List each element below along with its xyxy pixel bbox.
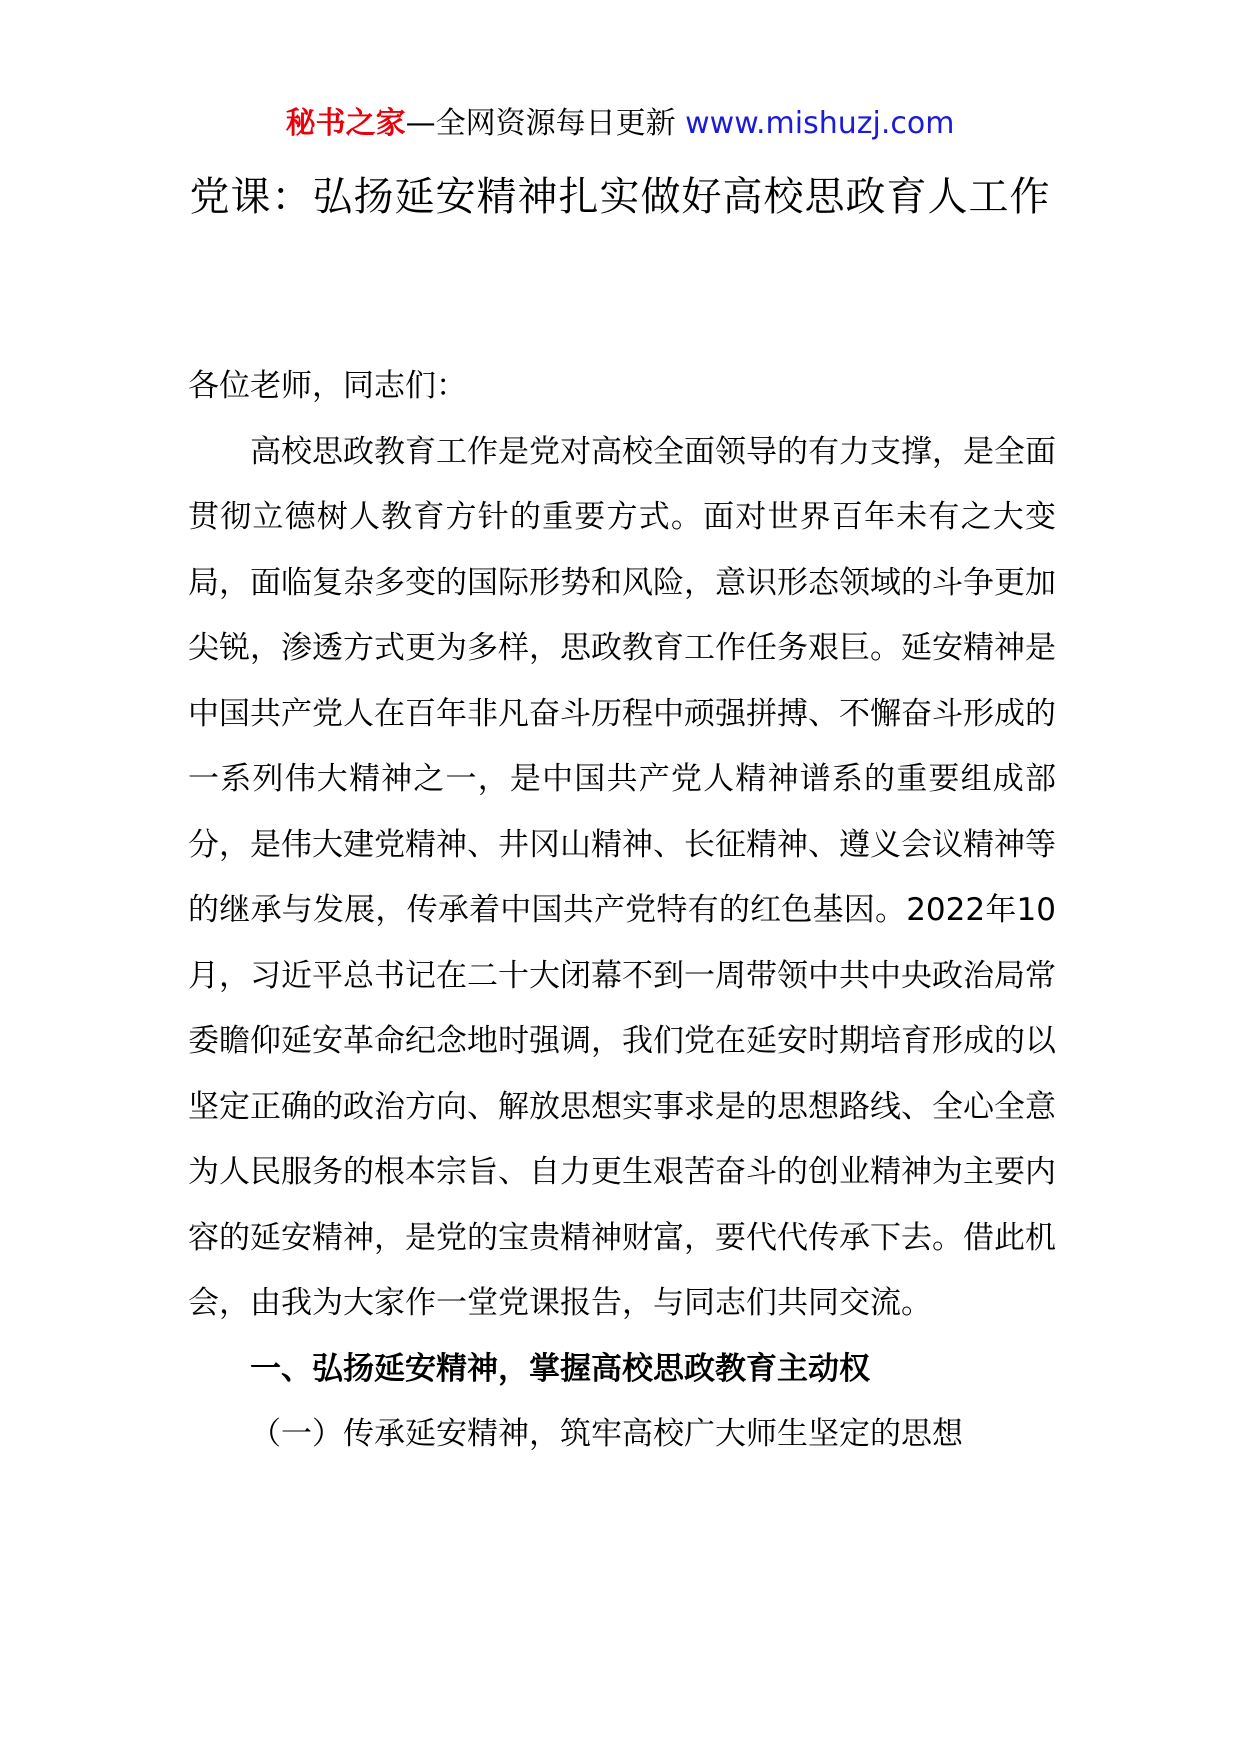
document-body [188, 354, 1056, 1468]
subsection-paragraph: （一）传承延安精神，筑牢高校广大师生坚定的思想 [250, 1416, 963, 1452]
section-heading: 一、弘扬延安精神，掌握高校思政教育主动权 [250, 1350, 870, 1387]
salutation: 各位老师，同志们： [188, 368, 467, 404]
header-tagline: —全网资源每日更新 [405, 106, 676, 141]
brand-name: 秘书之家 [285, 106, 406, 141]
body-paragraph: 高校思政教育工作是党对高校全面领导的有力支撑，是全面贯彻立德树人教育方针的重要方式。面对世界百年未有之大变局，面临复杂多变的国际形势和风险，意识形态领域的斗争更加尖锐，渗透方式更为多样，思政教育工作任务艰巨。延安精神是中国共产党人在百年非凡奋斗历程中顽强拼搏、不懈奋斗形成的一系列伟大精神之一，是中国共产党人精神谱系的重要组成部分，是伟大建党精神、井冈山精神、长征精神、遵义会议精神等的继承与发展，传承着中国共产党特有的红色基因。2022年10月，习近平总书记在二十大闭幕不到一周带领中共中央政治局常委瞻仰延安革命纪念地时强调，我们党在延安时期培育形成的以坚定正确的政治方向、解放思想实事求是的思想路线、全心全意为人民服务的根本宗旨、自力更生艰苦奋斗的创业精神为主要内容的延安精神，是党的宝贵精神财富，要代代传承下去。借此机会，由我为大家作一堂党课报告，与同志们共同交流。 [188, 433, 1056, 1321]
document-title: 党课：弘扬延安精神扎实做好高校思政育人工作 [189, 174, 1051, 220]
watermark-header [0, 104, 1240, 144]
site-url-link[interactable]: www.mishuzj.com [685, 106, 955, 141]
